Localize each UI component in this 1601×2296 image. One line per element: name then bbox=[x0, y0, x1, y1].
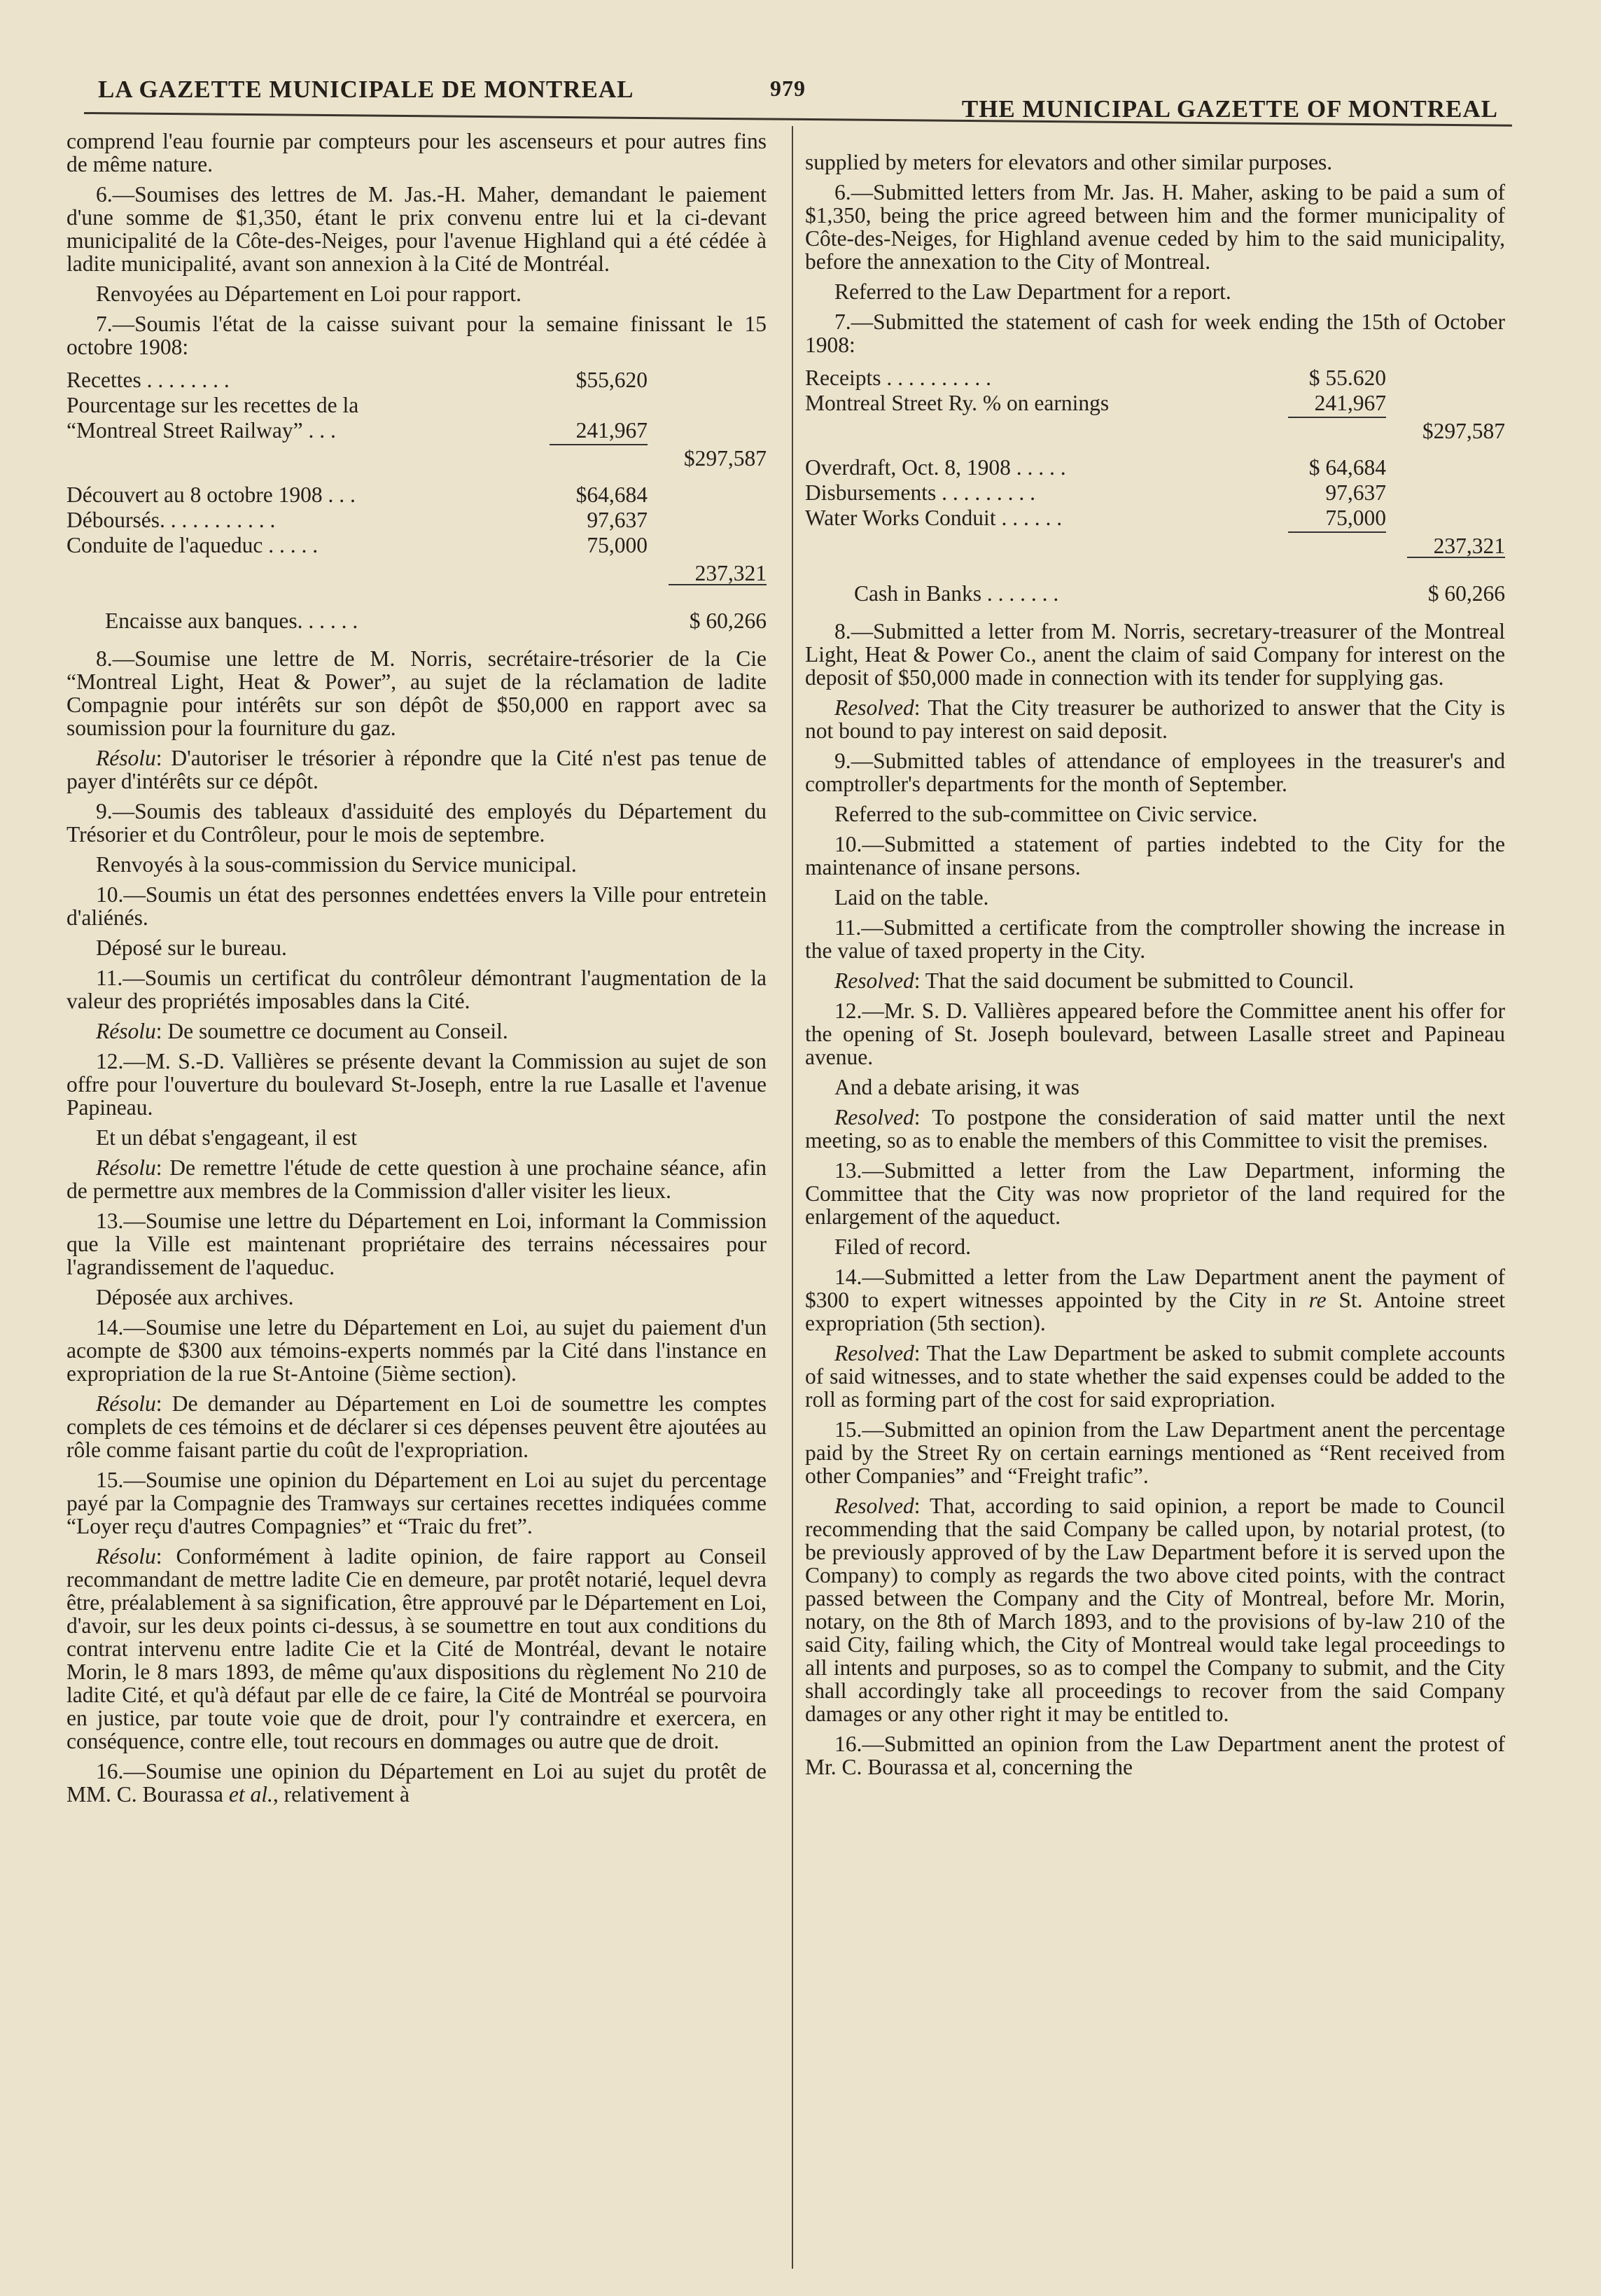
ledger-label: Recettes . . . . . . . . bbox=[67, 368, 230, 392]
item-16-text-end: , relativement à bbox=[272, 1782, 410, 1807]
resolution-text: : To postpone the consideration of said matter until the next meeting, so as to enable the members of this Committee to visit the premises. bbox=[805, 1105, 1505, 1153]
ledger-label: Montreal Street Ry. % on earnings bbox=[805, 391, 1110, 415]
resolution-text: : That the City treasurer be authorized to answer that the City is not bound to pay interest on said deposit. bbox=[805, 695, 1505, 743]
ledger-amount: $55,620 bbox=[575, 368, 648, 392]
ledger-label: Disbursements . . . . . . . . . bbox=[805, 480, 1035, 505]
ledger-amount: $64,684 bbox=[575, 482, 648, 507]
item-10: 10.—Soumis un état des personnes endettées envers la Ville pour entretein d'aliénés. bbox=[67, 882, 767, 930]
ledger-amount: $ 64,684 bbox=[1308, 455, 1386, 480]
column-divider bbox=[792, 126, 793, 2269]
item-9-disposition: Referred to the sub-committee on Civic service. bbox=[834, 802, 1258, 826]
item-14-re: re bbox=[1308, 1288, 1327, 1312]
resolution-text: : That the said document be submitted to Council. bbox=[914, 968, 1355, 993]
ledger-label: Pourcentage sur les recettes de la bbox=[67, 393, 359, 417]
resolution-label: Resolved bbox=[834, 695, 914, 720]
subtotal-rule bbox=[550, 444, 648, 445]
ledger-amount: 75,000 bbox=[1325, 506, 1386, 530]
item-11: 11.—Soumis un certificat du contrôleur démontrant l'augmentation de la valeur des propriétés imposables dans la Cité. bbox=[67, 966, 767, 1013]
header-french-title: LA GAZETTE MUNICIPALE DE MONTREAL bbox=[98, 76, 634, 103]
item-15: 15.—Submitted an opinion from the Law Department anent the percentage paid by the Street Ry on certain earnings mentioned as “Rent received from other Companies” and “Freight trafic”. bbox=[805, 1417, 1505, 1488]
item-8: 8.—Soumise une lettre de M. Norris, secrétaire-trésorier de la Cie “Montreal Light, Heat & Power”, au sujet de la réclamation de ladite Compagnie pour intérêts sur son dépôt de $50,000 en rapport avec sa soumission pour la fourniture du gaz. bbox=[67, 646, 767, 740]
ledger-label: Conduite de l'aqueduc . . . . . bbox=[67, 533, 319, 557]
ledger-total: $297,587 bbox=[683, 446, 767, 471]
item-9: 9.—Soumis des tableaux d'assiduité des employés du Département du Trésorier et du Contrôleur, pour le mois de septembre. bbox=[67, 799, 767, 847]
ledger-amount: 241,967 bbox=[1314, 391, 1386, 415]
item-11: 11.—Submitted a certificate from the comptroller showing the increase in the value of taxed property in the City. bbox=[805, 915, 1505, 963]
ledger-amount: 75,000 bbox=[587, 533, 648, 557]
ledger-label: “Montreal Street Railway” . . . bbox=[67, 418, 336, 443]
ledger-amount: 97,637 bbox=[1325, 480, 1386, 505]
resolution-label: Résolu bbox=[96, 1019, 156, 1043]
item-6-disposition: Referred to the Law Department for a report. bbox=[834, 279, 1231, 304]
item-16: 16.—Submitted an opinion from the Law Department anent the protest of Mr. C. Bourassa et al, concerning the bbox=[805, 1732, 1505, 1779]
cash-total: $ 60,266 bbox=[1427, 581, 1505, 606]
ledger-label: Water Works Conduit . . . . . . bbox=[805, 506, 1063, 530]
ledger-total: 237,321 bbox=[1433, 534, 1505, 558]
item-14: 14.—Soumise une letre du Département en Loi, au sujet du paiement d'un acompte de $300 aux témoins-experts nommés par la Cité dans l'instance en expropriation de la rue St-Antoine (5ième section). bbox=[67, 1315, 767, 1386]
ledger-total: 237,321 bbox=[694, 561, 767, 585]
item-8: 8.—Submitted a letter from M. Norris, secretary-treasurer of the Montreal Light, Heat & Power Co., anent the claim of said Company for interest on the deposit of $50,000 made in connection with its tender for supplying gas. bbox=[805, 619, 1505, 690]
item-12-resolution bbox=[67, 1156, 767, 1202]
resolution-label: Résolu bbox=[96, 1155, 156, 1180]
ledger-label: Déboursés. . . . . . . . . . . bbox=[67, 508, 276, 532]
item-10: 10.—Submitted a statement of parties indebted to the City for the maintenance of insane persons. bbox=[805, 832, 1505, 879]
item-12: 12.—Mr. S. D. Vallières appeared before the Committee anent his offer for the opening of St. Joseph boulevard, between Lasalle street and Papineau avenue. bbox=[805, 999, 1505, 1069]
paragraph: supplied by meters for elevators and other similar purposes. bbox=[805, 150, 1333, 174]
subtotal-rule bbox=[1288, 531, 1386, 533]
item-16-etal: et al. bbox=[228, 1782, 273, 1807]
item-6: 6.—Soumises des lettres de M. Jas.-H. Maher, demandant le paiement d'une somme de $1,350, étant le prix convenu entre lui et la ci-devant municipalité de la Côte-des-Neiges, pour l'avenue Highland qui a été cédée à ladite municipalité, avant son annexion à la Cité de Montréal. bbox=[67, 182, 767, 276]
subtotal-rule bbox=[1288, 417, 1386, 418]
item-13: 13.—Soumise une lettre du Département en Loi, informant la Commission que la Ville est maintenant propriétaire des terrains nécessaires pour l'agrandissement de l'aqueduc. bbox=[67, 1209, 767, 1279]
french-column bbox=[67, 130, 767, 1813]
resolution-label: Resolved bbox=[834, 1494, 914, 1518]
ledger-label: Receipts . . . . . . . . . . bbox=[805, 366, 991, 390]
item-14-text-end: St. Antoine street expropriation (5th section). bbox=[805, 1288, 1505, 1335]
resolution-label: Resolved bbox=[834, 1105, 914, 1129]
item-11-resolution bbox=[805, 969, 1505, 992]
cash-label: Cash in Banks . . . . . . . bbox=[854, 581, 1059, 606]
resolution-label: Résolu bbox=[96, 1391, 156, 1416]
item-7: 7.—Soumis l'état de la caisse suivant pour la semaine finissant le 15 octobre 1908: bbox=[67, 312, 767, 359]
cash-statement bbox=[805, 366, 1505, 607]
resolution-text: : Conformément à ladite opinion, de faire rapport au Conseil recommandant de mettre ladite Cie en demeure, par protêt notarié, lequel devra être, préalablement à sa signification, être approuvé par le Département en Loi, d'avoir, sur les deux points ci-dessus, à se soumettre en tout aux conditions du contrat intervenu entre ladite Cie et la Cité de Montréal, devant le notaire Morin, le 8 mars 1893, de même qu'aux dispositions du règlement No 210 de ladite Cité, et qu'à défaut par elle de ce faire, la Cité de Montréal se pourvoira en justice, par toute voie que de droit, pour l'y contraindre et exercera, en conséquence, contre elle, tout recours en dommages ou autre que de droit. bbox=[67, 1544, 767, 1753]
item-12-debate: Et un débat s'engageant, il est bbox=[96, 1125, 358, 1150]
resolution-label: Résolu bbox=[96, 1544, 156, 1568]
cash-statement bbox=[67, 368, 767, 634]
item-12-debate: And a debate arising, it was bbox=[834, 1075, 1079, 1099]
item-10-disposition: Laid on the table. bbox=[834, 885, 989, 910]
resolution-text: : D'autoriser le trésorier à répondre que la Cité n'est pas tenue de payer d'intérêts sur ce dépôt. bbox=[67, 746, 767, 793]
item-16 bbox=[67, 1760, 767, 1806]
total-rule bbox=[1407, 557, 1505, 558]
item-13: 13.—Submitted a letter from the Law Department, informing the Committee that the City was now proprietor of the land required for the enlargement of the aqueduct. bbox=[805, 1158, 1505, 1229]
item-10-disposition: Déposé sur le bureau. bbox=[96, 935, 287, 960]
header-english-title: THE MUNICIPAL GAZETTE OF MONTREAL bbox=[961, 95, 1498, 123]
item-8-resolution bbox=[67, 746, 767, 793]
item-12: 12.—M. S.-D. Vallières se présente devant la Commission au sujet de son offre pour l'ouverture du boulevard St-Joseph, entre la rue Lasalle et l'avenue Papineau. bbox=[67, 1049, 767, 1120]
resolution-label: Resolved bbox=[834, 968, 914, 993]
item-12-resolution bbox=[805, 1106, 1505, 1152]
ledger-amount: $ 55.620 bbox=[1308, 366, 1386, 390]
item-15: 15.—Soumise une opinion du Département en Loi au sujet du percentage payé par la Compagnie des Tramways sur certaines recettes indiquées comme “Loyer reçu d'autres Compagnies” et “Traic du fret”. bbox=[67, 1468, 767, 1538]
ledger-label: Découvert au 8 octobre 1908 . . . bbox=[67, 482, 356, 507]
resolution-text: : That the Law Department be asked to submit complete accounts of said witnesses, and to state whether the said expenses could be added to the roll as forming part of the cost for said expropriation. bbox=[805, 1341, 1505, 1412]
item-14 bbox=[805, 1265, 1505, 1335]
item-9-disposition: Renvoyés à la sous-commission du Service municipal. bbox=[96, 852, 577, 877]
ledger-total: $297,587 bbox=[1422, 419, 1505, 443]
item-15-resolution bbox=[67, 1545, 767, 1753]
item-14-resolution bbox=[67, 1392, 767, 1461]
item-15-resolution bbox=[805, 1494, 1505, 1725]
item-6-disposition: Renvoyées au Département en Loi pour rapport. bbox=[96, 281, 522, 306]
item-13-disposition: Déposée aux archives. bbox=[96, 1285, 294, 1309]
resolution-text: : That, according to said opinion, a report be made to Council recommending that the said Company be called upon, by notarial protest, (to be previously approved of by the Law Department before it is served upon the Company) to comply as regards the two above cited points, with the contract passed between the Company and the City of Montreal, before Mr. Morin, notary, on the 8th of March 1893, and to the provisions of by-law 210 of the said City, failing which, the City of Montreal would take legal proceedings to all intents and purposes, so as to compel the Company to submit, and the City shall accordingly take all proceedings to recover from the said Company damages or any other right it may be entitled to. bbox=[805, 1494, 1505, 1726]
item-14-text: 14.—Submitted a letter from the Law Department anent the payment of $300 to expert witnesses appointed by the City in bbox=[805, 1265, 1505, 1312]
item-11-resolution bbox=[67, 1020, 767, 1043]
item-9: 9.—Submitted tables of attendance of employees in the treasurer's and comptroller's departments for the month of September. bbox=[805, 749, 1505, 796]
ledger-amount: 97,637 bbox=[587, 508, 648, 532]
page-number: 979 bbox=[770, 76, 806, 101]
item-6: 6.—Submitted letters from Mr. Jas. H. Maher, asking to be paid a sum of $1,350, being the price agreed between him and the former municipality of Côte-des-Neiges, for Highland avenue ceded by him to the said municipality, before the annexation to the City of Montreal. bbox=[805, 180, 1505, 274]
resolution-label: Resolved bbox=[834, 1341, 914, 1365]
resolution-text: : De soumettre ce document au Conseil. bbox=[155, 1019, 508, 1043]
paragraph: comprend l'eau fournie par compteurs pour les ascenseurs et pour autres fins de même nature. bbox=[67, 129, 767, 176]
resolution-text: : De demander au Département en Loi de soumettre les comptes complets de ces témoins et de déclarer si ces dépenses peuvent être ajoutées au rôle comme faisant partie du coût de l'expropriation. bbox=[67, 1391, 767, 1462]
cash-label: Encaisse aux banques. . . . . . bbox=[105, 608, 358, 633]
resolution-text: : De remettre l'étude de cette question à une prochaine séance, afin de permettre aux membres de la Commission d'aller visiter les lieux. bbox=[67, 1155, 767, 1203]
item-14-resolution bbox=[805, 1342, 1505, 1411]
item-13-disposition: Filed of record. bbox=[834, 1234, 972, 1259]
ledger-label: Overdraft, Oct. 8, 1908 . . . . . bbox=[805, 455, 1066, 480]
total-rule bbox=[669, 584, 767, 585]
item-16-text: 16.—Soumise une opinion du Département en Loi au sujet du protêt de MM. C. Bourassa bbox=[67, 1759, 767, 1807]
item-8-resolution bbox=[805, 696, 1505, 742]
english-column bbox=[805, 151, 1505, 1786]
resolution-label: Résolu bbox=[96, 746, 156, 770]
cash-total: $ 60,266 bbox=[689, 608, 767, 633]
item-7: 7.—Submitted the statement of cash for week ending the 15th of October 1908: bbox=[805, 309, 1505, 357]
ledger-amount: 241,967 bbox=[575, 418, 648, 443]
